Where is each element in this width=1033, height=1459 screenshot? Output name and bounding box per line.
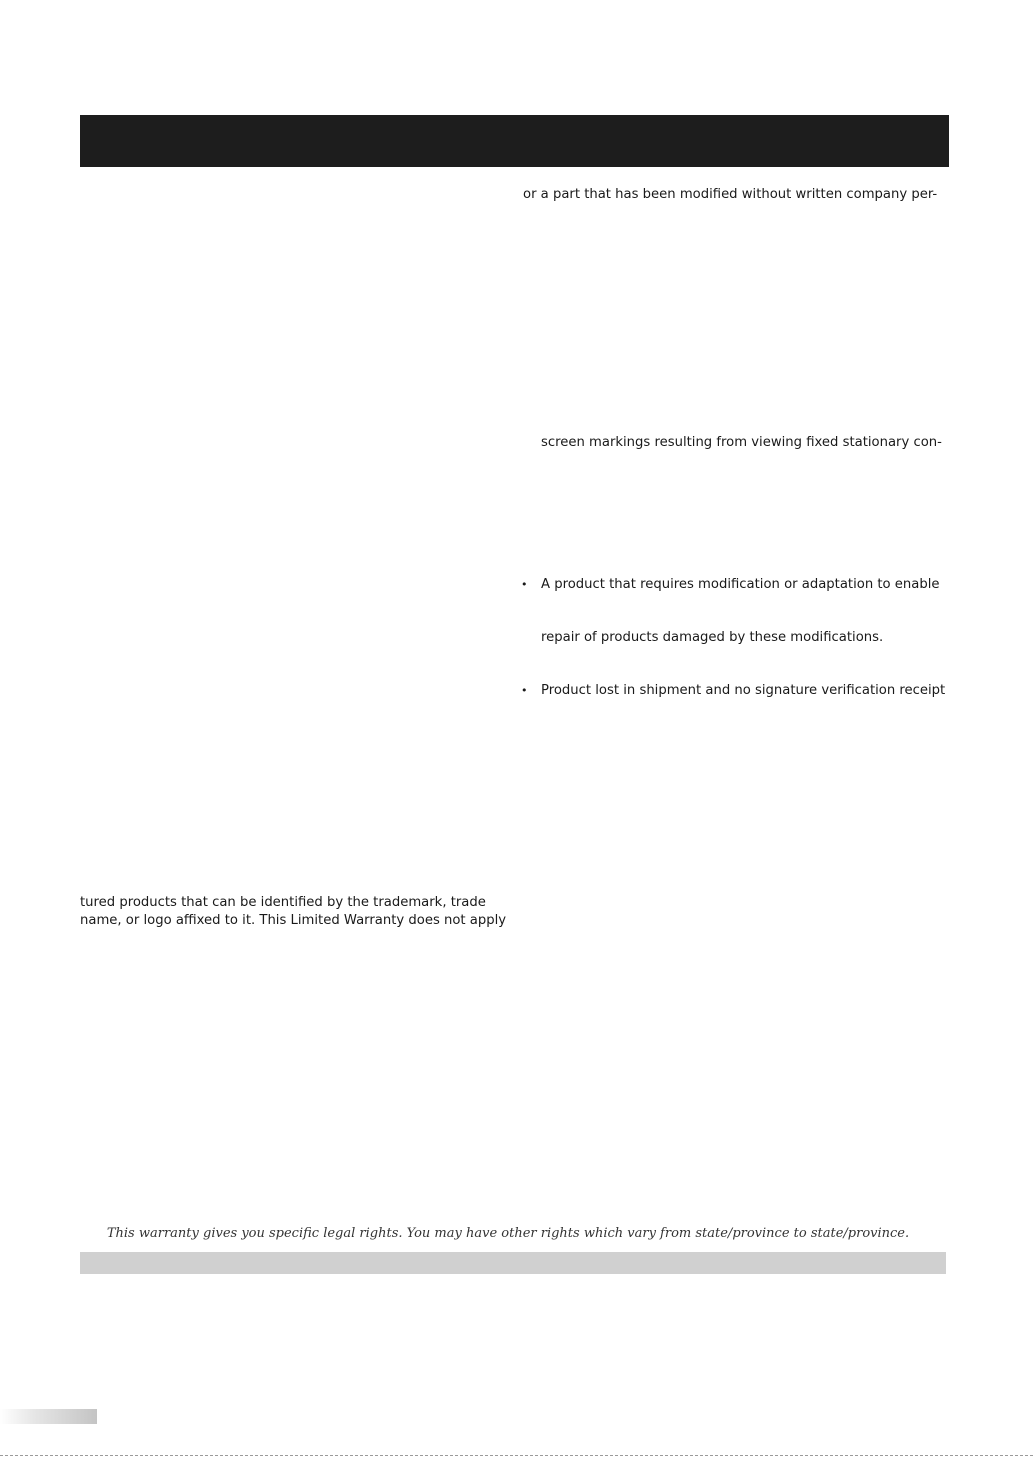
bullet-marker-1: • [521, 578, 528, 591]
left-text-line-1: tured products that can be identified by the trademark, trade [80, 895, 486, 910]
right-bullet-item-1: A product that requires modification or adaptation to enable [541, 577, 940, 592]
right-text-line-3: repair of products damaged by these modifications. [541, 630, 884, 645]
footer-bar [80, 1252, 946, 1274]
left-text-line-2: name, or logo affixed to it. This Limited Warranty does not apply [80, 913, 507, 928]
legal-rights-note: This warranty gives you specific legal rights. You may have other rights which vary from state/province to state/province. [106, 1226, 910, 1241]
dashed-rule [0, 1455, 1033, 1456]
right-bullet-item-2: Product lost in shipment and no signature verification receipt [541, 683, 946, 698]
right-text-line-1: or a part that has been modified without written company per- [523, 187, 938, 202]
page-number-tab [0, 1409, 97, 1424]
bullet-marker-2: • [521, 684, 528, 697]
header-bar [80, 115, 949, 167]
right-text-line-2: screen markings resulting from viewing fixed stationary con- [541, 435, 942, 450]
